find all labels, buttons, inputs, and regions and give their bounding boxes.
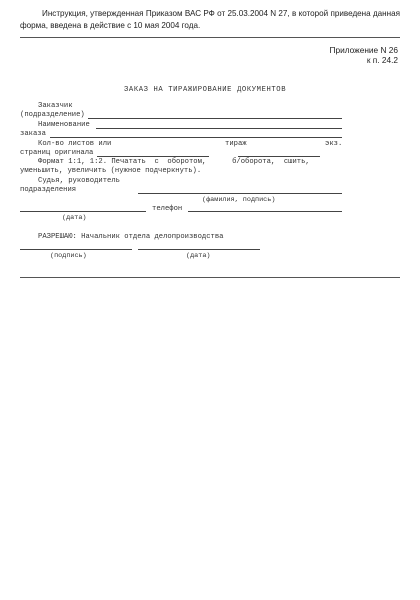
approval-signature-field[interactable] [20,249,132,250]
header-divider [20,37,400,38]
judge-label-sub: подразделения [20,186,77,194]
customer-label: Заказчик [38,102,73,110]
order-name-field-1[interactable] [96,128,342,129]
print-run-field[interactable] [238,156,320,157]
customer-label-sub: (подразделение) [20,111,85,119]
appendix-number: Приложение N 26 [329,45,398,55]
approval-date-field[interactable] [138,249,260,250]
name-signature-caption: (фамилия, подпись) [202,196,276,204]
format-options-line-2: уменьшить, увеличить (нужное подчеркнуть). [20,167,202,175]
phone-label: телефон [152,205,183,213]
sheets-count-label: Кол-во листов или [38,140,112,148]
order-name-label-sub: заказа [20,130,46,138]
judge-label: Судья, руководитель [38,177,120,185]
judge-date-field[interactable] [20,211,146,212]
format-options-line-1: Формат 1:1, 1:2. Печатать с оборотом, б/оборота, сшить, [38,158,310,166]
phone-field[interactable] [188,211,342,212]
print-run-label: тираж [225,140,247,148]
judge-name-signature-field[interactable] [138,193,342,194]
sheets-count-label-sub: страниц оригинала [20,149,94,157]
customer-field[interactable] [88,118,342,119]
order-name-label: Наименование [38,121,90,129]
appendix-reference [330,45,399,65]
copies-unit-label: экз. [325,140,343,148]
footer-divider [20,277,400,278]
date-caption-2: (дата) [186,252,211,260]
approval-text: РАЗРЕШАЮ: Начальник отдела делопроизводства [38,233,224,241]
sheets-count-field[interactable] [97,156,209,157]
form-title: ЗАКАЗ НА ТИРАЖИРОВАНИЕ ДОКУМЕНТОВ [124,86,287,94]
date-caption-1: (дата) [62,214,87,222]
instruction-note: Инструкция, утвержденная Приказом ВАС РФ от 25.03.2004 N 27, в которой приведена данная форма, введена в действие с 10 мая 2004 года. [20,9,400,30]
appendix-clause: к п. 24.2 [366,55,398,65]
order-name-field-2[interactable] [50,137,342,138]
signature-caption: (подпись) [50,252,87,260]
